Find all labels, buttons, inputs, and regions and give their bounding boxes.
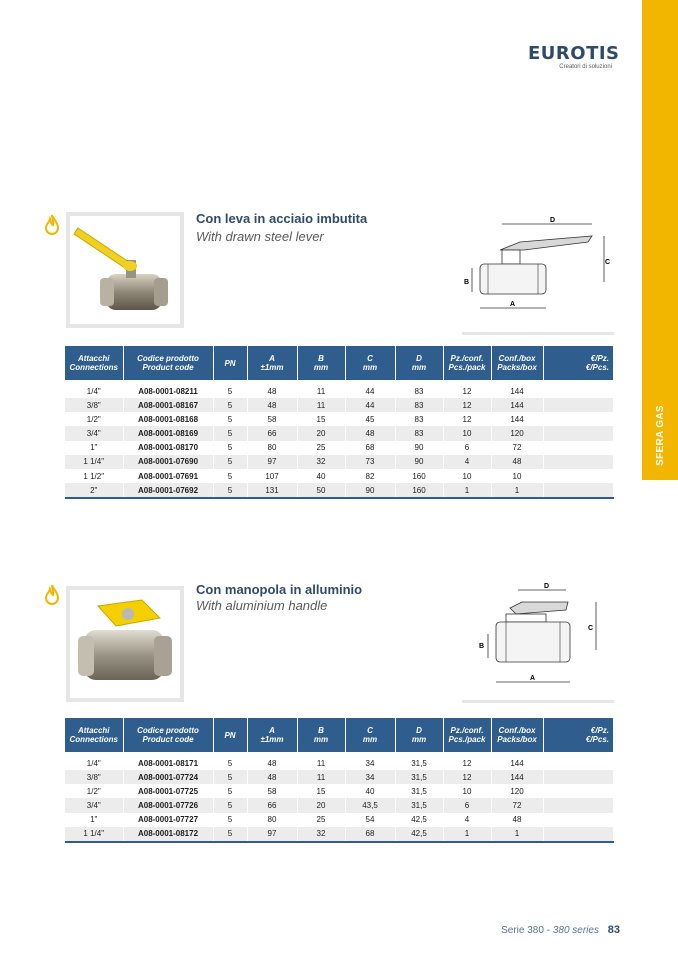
header-label-it: Codice prodotto [137, 354, 199, 363]
table-cell: 10 [443, 426, 491, 440]
header-label-it: A [269, 726, 275, 735]
dimension-b-label: B [464, 279, 470, 286]
table-cell: 80 [247, 813, 297, 827]
table-cell: 5 [213, 412, 247, 426]
table-cell: 2" [65, 483, 123, 498]
table-row [65, 770, 613, 784]
table-cell: 43,5 [345, 798, 395, 812]
brand-logo [528, 43, 620, 70]
table-cell: 4 [443, 813, 491, 827]
table-cell: 144 [491, 752, 543, 770]
table-cell: 48 [345, 426, 395, 440]
header-label-it: PN [224, 358, 236, 368]
table-cell: 42,5 [395, 827, 443, 842]
table-cell: 5 [213, 426, 247, 440]
table-cell: 10 [491, 469, 543, 483]
table-cell: 5 [213, 483, 247, 498]
page-number: 83 [607, 924, 620, 936]
product-title-it: Con manopola in alluminio [196, 582, 363, 597]
table-header-cell [543, 346, 613, 380]
table-cell: 40 [297, 469, 345, 483]
table-row [65, 827, 613, 842]
table-cell: 83 [395, 426, 443, 440]
table-cell: 5 [213, 398, 247, 412]
table-cell: 11 [297, 398, 345, 412]
header-label-it: C [367, 354, 373, 363]
table-cell: 1/2" [65, 412, 123, 426]
table-row [65, 752, 613, 770]
product-photo-handle [66, 586, 184, 702]
table-cell: 1/2" [65, 784, 123, 798]
table-cell: 1 1/2" [65, 469, 123, 483]
table-header-cell [345, 346, 395, 380]
table-cell [543, 483, 613, 498]
product-code-cell: A08-0001-07727 [123, 813, 213, 827]
header-label-it: Pz./conf. [450, 354, 484, 363]
table-cell: 1" [65, 441, 123, 455]
table-cell: 48 [247, 380, 297, 398]
table-cell: 144 [491, 770, 543, 784]
table-cell: 107 [247, 469, 297, 483]
header-label-en: mm [362, 363, 378, 372]
table-header-cell [247, 718, 297, 752]
table-row [65, 469, 613, 483]
header-label-it: Pz./conf. [450, 726, 484, 735]
table-cell: 31,5 [395, 784, 443, 798]
table-cell: 144 [491, 380, 543, 398]
series-separator: - [546, 925, 551, 936]
table-header-cell [443, 346, 491, 380]
header-label-en: Product code [142, 735, 194, 744]
product-code-cell: A08-0001-07725 [123, 784, 213, 798]
technical-drawing-lever [462, 212, 614, 335]
table-cell: 11 [297, 380, 345, 398]
table-cell: 131 [247, 483, 297, 498]
table-cell: 48 [247, 752, 297, 770]
table-header-cell [297, 346, 345, 380]
dimension-d-label: D [550, 217, 556, 224]
table-cell: 12 [443, 770, 491, 784]
table-cell: 73 [345, 455, 395, 469]
header-label-it: Conf./box [498, 726, 536, 735]
table-cell: 5 [213, 770, 247, 784]
table-cell: 90 [345, 483, 395, 498]
table-row [65, 483, 613, 498]
table-cell: 5 [213, 798, 247, 812]
table-cell [543, 752, 613, 770]
brand-tagline: Creatori di soluzioni [559, 64, 612, 70]
table-cell: 50 [297, 483, 345, 498]
header-label-en: ±1mm [260, 735, 284, 744]
table-cell: 66 [247, 426, 297, 440]
table-cell: 31,5 [395, 798, 443, 812]
table-cell: 3/8" [65, 770, 123, 784]
table-cell: 66 [247, 798, 297, 812]
table-cell: 11 [297, 770, 345, 784]
header-label-en: Packs/box [497, 735, 537, 744]
table-cell: 48 [247, 770, 297, 784]
series-label-it: Serie 380 [501, 925, 544, 936]
table-cell: 44 [345, 380, 395, 398]
table-cell: 34 [345, 752, 395, 770]
table-header-cell [543, 718, 613, 752]
header-label-en: ±1mm [260, 363, 284, 372]
product-title-it: Con leva in acciaio imbutita [196, 211, 368, 226]
table-cell: 83 [395, 412, 443, 426]
table-cell: 80 [247, 441, 297, 455]
table-cell: 31,5 [395, 770, 443, 784]
table-cell [543, 426, 613, 440]
table-cell: 1/4" [65, 380, 123, 398]
table-cell: 32 [297, 455, 345, 469]
table-cell: 1 [491, 483, 543, 498]
header-label-it: B [318, 726, 324, 735]
table-cell: 12 [443, 412, 491, 426]
header-label-it: D [416, 354, 422, 363]
header-label-en: Pcs./pack [448, 363, 486, 372]
product-code-cell: A08-0001-08169 [123, 426, 213, 440]
header-label-it: Attacchi [77, 726, 110, 735]
header-label-it: €/Pz. [590, 354, 609, 363]
table-cell: 3/4" [65, 798, 123, 812]
table-cell: 1 1/4" [65, 455, 123, 469]
flame-icon [44, 214, 60, 236]
dimension-b-label: B [479, 643, 485, 650]
table-header-row [65, 718, 613, 752]
table-header-cell [345, 718, 395, 752]
dimension-a-label: A [510, 301, 516, 308]
table-cell: 6 [443, 441, 491, 455]
table-cell: 48 [247, 398, 297, 412]
table-cell: 120 [491, 784, 543, 798]
table-cell: 120 [491, 426, 543, 440]
product-code-cell: A08-0001-08168 [123, 412, 213, 426]
technical-drawing-handle [462, 580, 614, 703]
product-code-cell: A08-0001-07692 [123, 483, 213, 498]
header-label-it: PN [224, 730, 236, 740]
header-label-en: €/Pcs. [585, 363, 609, 372]
table-row [65, 426, 613, 440]
dimension-a-label: A [530, 675, 536, 682]
header-label-en: mm [411, 735, 427, 744]
product-title-en: With drawn steel lever [196, 229, 324, 244]
table-cell: 5 [213, 441, 247, 455]
table-cell: 10 [443, 469, 491, 483]
table-header-cell [491, 718, 543, 752]
table-cell: 32 [297, 827, 345, 842]
header-label-it: €/Pz. [590, 726, 609, 735]
table-cell [543, 770, 613, 784]
table-cell: 15 [297, 412, 345, 426]
table-cell: 34 [345, 770, 395, 784]
table-cell: 72 [491, 441, 543, 455]
table-cell: 4 [443, 455, 491, 469]
header-label-it: B [318, 354, 324, 363]
table-cell [543, 813, 613, 827]
table-cell: 160 [395, 483, 443, 498]
table-cell: 5 [213, 784, 247, 798]
table-cell: 5 [213, 469, 247, 483]
table-cell: 48 [491, 455, 543, 469]
table-cell: 48 [491, 813, 543, 827]
dimension-c-label: C [605, 259, 611, 266]
table-cell: 20 [297, 798, 345, 812]
header-label-it: A [269, 354, 275, 363]
dimension-d-label: D [544, 583, 550, 590]
table-cell: 1 [491, 827, 543, 842]
header-label-en: €/Pcs. [585, 735, 609, 744]
table-cell [543, 469, 613, 483]
table-cell: 6 [443, 798, 491, 812]
spec-table-lever [65, 346, 614, 499]
product-code-cell: A08-0001-08167 [123, 398, 213, 412]
table-cell: 1 [443, 483, 491, 498]
table-cell: 54 [345, 813, 395, 827]
brand-name: EUROTIS [528, 43, 620, 64]
table-cell [543, 412, 613, 426]
table-header-cell [123, 718, 213, 752]
table-cell: 5 [213, 752, 247, 770]
table-cell: 44 [345, 398, 395, 412]
table-cell: 12 [443, 380, 491, 398]
header-label-it: Conf./box [498, 354, 536, 363]
table-header-cell [395, 718, 443, 752]
table-cell [543, 798, 613, 812]
product-code-cell: A08-0001-08211 [123, 380, 213, 398]
table-row [65, 398, 613, 412]
table-cell: 45 [345, 412, 395, 426]
table-cell: 83 [395, 398, 443, 412]
header-label-it: Attacchi [77, 354, 110, 363]
product-code-cell: A08-0001-08170 [123, 441, 213, 455]
table-cell: 97 [247, 455, 297, 469]
table-row [65, 798, 613, 812]
table-cell: 3/4" [65, 426, 123, 440]
table-cell: 10 [443, 784, 491, 798]
product-code-cell: A08-0001-07724 [123, 770, 213, 784]
table-cell: 97 [247, 827, 297, 842]
table-cell: 58 [247, 412, 297, 426]
header-label-en: Connections [69, 735, 118, 744]
table-header-cell [395, 346, 443, 380]
table-cell: 42,5 [395, 813, 443, 827]
table-cell: 160 [395, 469, 443, 483]
flame-icon [44, 584, 60, 606]
table-cell: 72 [491, 798, 543, 812]
table-header-cell [65, 346, 123, 380]
table-header-cell [297, 718, 345, 752]
table-cell: 3/8" [65, 398, 123, 412]
table-row [65, 412, 613, 426]
table-cell: 68 [345, 441, 395, 455]
table-header-cell [123, 346, 213, 380]
table-cell [543, 784, 613, 798]
product-code-cell: A08-0001-08172 [123, 827, 213, 842]
table-header-cell [213, 346, 247, 380]
table-cell [543, 441, 613, 455]
product-code-cell: A08-0001-07726 [123, 798, 213, 812]
header-label-it: Codice prodotto [137, 726, 199, 735]
header-label-en: Product code [142, 363, 194, 372]
table-row [65, 380, 613, 398]
table-cell: 1 1/4" [65, 827, 123, 842]
dimension-c-label: C [588, 625, 594, 632]
table-cell: 12 [443, 752, 491, 770]
table-cell: 5 [213, 827, 247, 842]
table-cell: 20 [297, 426, 345, 440]
table-cell: 58 [247, 784, 297, 798]
product-code-cell: A08-0001-07691 [123, 469, 213, 483]
header-label-en: mm [313, 363, 329, 372]
table-cell: 1/4" [65, 752, 123, 770]
table-header-row [65, 346, 613, 380]
table-cell [543, 455, 613, 469]
table-cell: 31,5 [395, 752, 443, 770]
table-cell: 25 [297, 441, 345, 455]
table-cell: 1" [65, 813, 123, 827]
table-cell [543, 380, 613, 398]
table-cell: 11 [297, 752, 345, 770]
table-cell [543, 827, 613, 842]
table-row [65, 441, 613, 455]
table-cell: 1 [443, 827, 491, 842]
header-label-en: mm [313, 735, 329, 744]
table-cell: 144 [491, 412, 543, 426]
table-cell: 82 [345, 469, 395, 483]
header-label-it: D [416, 726, 422, 735]
table-cell: 90 [395, 455, 443, 469]
header-label-it: C [367, 726, 373, 735]
table-cell [543, 398, 613, 412]
series-label-en: 380 series [552, 925, 599, 936]
table-cell: 90 [395, 441, 443, 455]
table-cell: 5 [213, 813, 247, 827]
table-cell: 40 [345, 784, 395, 798]
header-label-en: Pcs./pack [448, 735, 486, 744]
header-label-en: mm [362, 735, 378, 744]
product-code-cell: A08-0001-07690 [123, 455, 213, 469]
spec-table-handle [65, 718, 614, 843]
table-cell: 15 [297, 784, 345, 798]
table-header-cell [443, 718, 491, 752]
header-label-en: Packs/box [497, 363, 537, 372]
table-cell: 5 [213, 455, 247, 469]
table-header-cell [65, 718, 123, 752]
table-row [65, 784, 613, 798]
table-cell: 25 [297, 813, 345, 827]
table-row [65, 813, 613, 827]
table-cell: 5 [213, 380, 247, 398]
table-cell: 83 [395, 380, 443, 398]
table-header-cell [247, 346, 297, 380]
header-label-en: Connections [69, 363, 118, 372]
table-cell: 12 [443, 398, 491, 412]
header-label-en: mm [411, 363, 427, 372]
page-footer [480, 924, 620, 936]
table-row [65, 455, 613, 469]
product-code-cell: A08-0001-08171 [123, 752, 213, 770]
table-cell: 144 [491, 398, 543, 412]
table-header-cell [213, 718, 247, 752]
table-header-cell [491, 346, 543, 380]
product-photo-lever [66, 212, 184, 328]
product-title-en: With aluminium handle [196, 598, 328, 613]
side-tab-label: SFERA GAS [654, 404, 666, 466]
table-cell: 68 [345, 827, 395, 842]
